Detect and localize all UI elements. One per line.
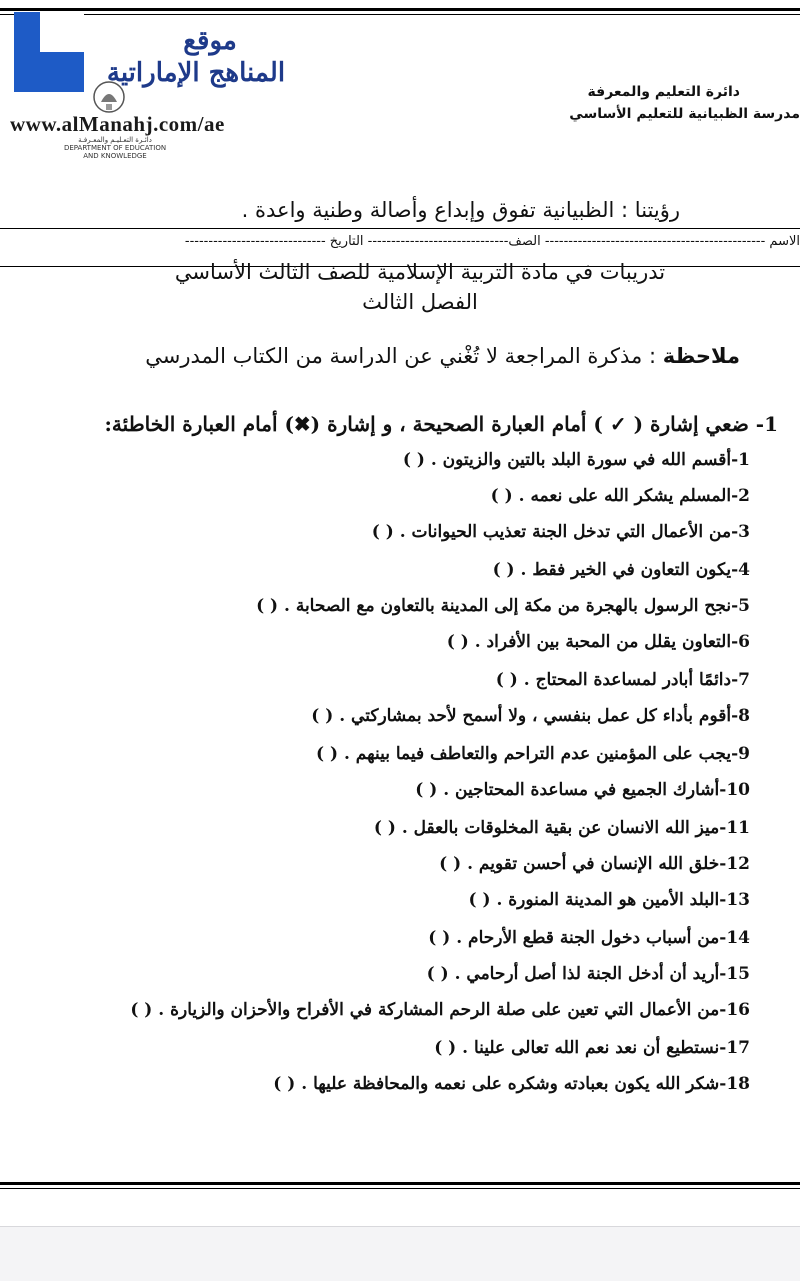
question-item [316,744,750,764]
question-item [434,1038,750,1058]
item-text: أقسم الله في سورة البلد بالتين والزيتون . [430,450,732,470]
note-label: ملاحظة [662,344,740,368]
item-number: 9- [731,744,750,764]
question-item [374,818,750,838]
item-number: 7- [731,670,750,690]
question-item [372,522,750,542]
answer-box[interactable]: ( ) [434,1038,457,1058]
question-item [491,486,750,506]
site-url-link[interactable]: www.alManahj.com/ae [10,112,225,136]
dept-name-en-1: DEPARTMENT OF EDUCATION [63,144,167,152]
question-item [447,632,750,652]
worksheet-term: الفصل الثالث [362,290,478,314]
question-item [403,450,750,470]
question-item [273,1074,750,1094]
item-text: أقوم بأداء كل عمل بنفسي ، ولا أسمح لأحد بمشاركتي . [339,706,732,726]
question-item [427,964,750,984]
bottom-border-thin [0,1188,800,1189]
item-number: 17- [719,1038,750,1058]
worksheet-note [145,344,740,368]
item-number: 14- [719,928,750,948]
viewer-footer-area [0,1226,800,1281]
top-border-thin [0,14,800,15]
item-text: البلد الأمين هو المدينة المنورة . [496,890,720,910]
answer-box[interactable]: ( ) [256,596,279,616]
item-number: 16- [719,1000,750,1020]
question-item [415,780,750,800]
answer-box[interactable]: ( ) [316,744,339,764]
top-border [0,8,800,11]
answer-box[interactable]: ( ) [130,1000,153,1020]
answer-box[interactable]: ( ) [426,964,449,984]
item-number: 11- [719,818,750,838]
student-info-row: الاسم ----------------------------------------------- الصف------------------------------ التاريخ ------------------------------ [184,234,800,249]
org-line1: دائرة التعليم والمعرفة [587,84,740,100]
answer-box[interactable]: ( ) [428,928,451,948]
school-vision: رؤيتنا : الظبيانية تفوق وإبداع وأصالة وطنية واعدة . [241,198,680,222]
org-line2: مدرسة الظبيانية للتعليم الأساسي [569,106,800,122]
question-item [428,928,750,948]
question-item [496,670,750,690]
site-name-line2: المناهج الإماراتية [106,58,286,88]
answer-box[interactable]: ( ) [446,632,469,652]
dept-name-en-2: AND KNOWLEDGE [83,152,147,160]
item-number: 10- [719,780,750,800]
item-text: المسلم يشكر الله على نعمه . [518,486,732,506]
item-text: خلق الله الإنسان في أحسن تقويم . [467,854,720,874]
answer-box[interactable]: ( ) [492,560,515,580]
answer-box[interactable]: ( ) [402,450,425,470]
answer-box[interactable]: ( ) [490,486,513,506]
bottom-border [0,1182,800,1185]
answer-box[interactable]: ( ) [371,522,394,542]
item-text: نستطيع أن نعد نعم الله تعالى علينا . [462,1038,720,1058]
question-item [130,1000,750,1020]
question-item [469,890,751,910]
dept-name-ar: دائـرة التعـليـم والمعـرفـة [78,136,152,144]
item-number: 18- [719,1074,750,1094]
item-text: شكر الله يكون بعبادته وشكره على نعمه والمحافظة عليها . [301,1074,720,1094]
answer-box[interactable]: ( ) [495,670,518,690]
item-number: 8- [731,706,750,726]
item-text: يكون التعاون في الخير فقط . [520,560,732,580]
item-text: يجب على المؤمنين عدم التراحم والتعاطف فيما بينهم . [343,744,732,764]
item-text: من أسباب دخول الجنة قطع الأرحام . [456,928,720,948]
item-number: 12- [719,854,750,874]
answer-box[interactable]: ( ) [415,780,438,800]
item-text: من الأعمال التي تدخل الجنة تعذيب الحيوانات . [399,522,732,542]
question-heading: 1- ضعي إشارة ( ✓ ) أمام العبارة الصحيحة ، و إشارة (✖) أمام العبارة الخاطئة: [104,412,778,436]
answer-box[interactable]: ( ) [273,1074,296,1094]
question-item [311,706,750,726]
divider [0,228,800,229]
item-number: 4- [731,560,750,580]
item-number: 15- [719,964,750,984]
note-text: : مذكرة المراجعة لا تُغْني عن الدراسة من الكتاب المدرسي [145,344,663,368]
item-number: 3- [731,522,750,542]
item-text: أريد أن أدخل الجنة لذا أصل أرحامي . [454,964,720,984]
item-text: دائمًا أبادر لمساعدة المحتاج . [523,670,732,690]
item-text: أشارك الجميع في مساعدة المحتاجين . [443,780,720,800]
item-text: التعاون يقلل من المحبة بين الأفراد . [474,632,732,652]
item-text: من الأعمال التي تعين على صلة الرحم المشاركة في الأفراح والأحزان والزيارة . [158,1000,720,1020]
item-number: 2- [731,486,750,506]
answer-box[interactable]: ( ) [468,890,491,910]
item-text: ميز الله الانسان عن بقية المخلوقات بالعقل . [401,818,720,838]
item-number: 6- [731,632,750,652]
question-item [439,854,750,874]
site-logo-step [14,52,40,92]
site-logo-notch [40,12,84,52]
answer-box[interactable]: ( ) [373,818,396,838]
item-number: 13- [719,890,750,910]
worksheet-title: تدريبات في مادة التربية الإسلامية للصف الثالث الأساسي [174,260,666,284]
answer-box[interactable]: ( ) [439,854,462,874]
item-number: 1- [731,450,750,470]
item-number: 5- [731,596,750,616]
item-text: نجح الرسول بالهجرة من مكة إلى المدينة بالتعاون مع الصحابة . [284,596,732,616]
answer-box[interactable]: ( ) [311,706,334,726]
question-item [256,596,750,616]
site-name-line1: موقع [183,26,237,56]
question-item [493,560,750,580]
